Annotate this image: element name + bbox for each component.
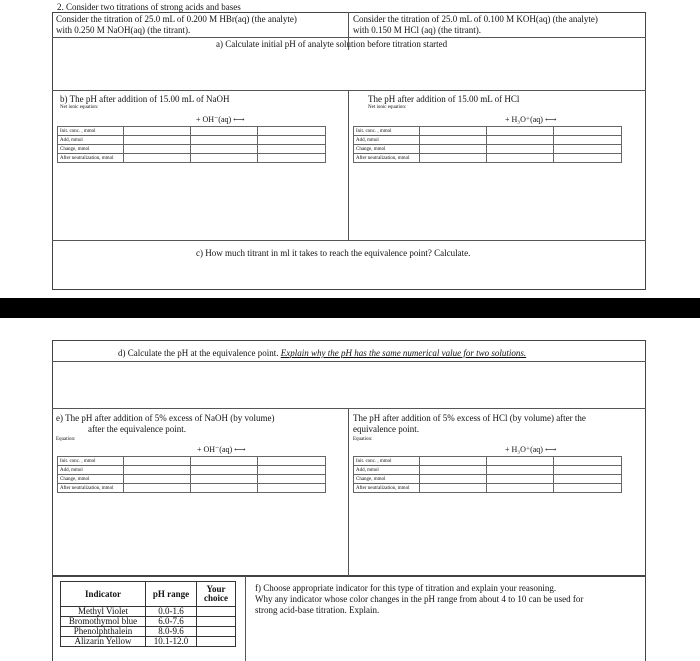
indicator-range: 6.0-7.6 xyxy=(146,617,197,627)
part-b-right-prompt: The pH after addition of 15.00 mL of HCl xyxy=(368,94,520,104)
left-scenario-line1: Consider the titration of 25.0 mL of 0.200 M HBr(aq) (the analyte) xyxy=(56,14,297,24)
part-e-left-line1: e) The pH after addition of 5% excess of NaOH (by volume) xyxy=(56,413,275,423)
reaction-left: + OH⁻(aq) ⟷ xyxy=(196,115,245,124)
right-scenario-line2: with 0.150 M HCl (aq) (the titrant). xyxy=(353,25,481,35)
header-your-choice: Your choice xyxy=(197,582,236,607)
indicator-range: 0.0-1.6 xyxy=(146,607,197,617)
part-c-prompt: c) How much titrant in ml it takes to reach the equivalence point? Calculate. xyxy=(196,248,471,258)
indicator-choice-cell[interactable] xyxy=(197,637,236,647)
ice-table-right xyxy=(353,126,622,163)
header-indicator: Indicator xyxy=(61,582,146,607)
row-label: Add, mmol xyxy=(354,136,420,145)
part-f-line1: f) Choose appropriate indicator for this type of titration and explain your reasoning. xyxy=(255,583,557,593)
row-label: Init. conc. , mmol xyxy=(354,127,420,136)
part-e-right-line2: equivalence point. xyxy=(353,424,419,434)
question-title: 2. Consider two titrations of strong acids and bases xyxy=(57,2,241,12)
row-label: After neutralization, mmol xyxy=(58,484,124,493)
ice-table-right-2 xyxy=(353,456,622,493)
part-f-line3: strong acid-base titration. Explain. xyxy=(255,605,380,615)
indicator-range: 8.0-9.6 xyxy=(146,627,197,637)
net-ionic-label-right: Net ionic equation: xyxy=(368,105,407,110)
part-e-right-line1: The pH after addition of 5% excess of HCl (by volume) after the xyxy=(353,413,586,423)
ice-table-left xyxy=(57,126,326,163)
row-label: Init. conc. , mmol xyxy=(58,127,124,136)
part-e-left-line2: after the equivalence point. xyxy=(88,424,186,434)
equation-label-left: Equation: xyxy=(56,437,76,442)
indicator-name: Alizarin Yellow xyxy=(61,637,146,647)
part-d-plain: d) Calculate the pH at the equivalence point. xyxy=(118,348,281,358)
part-f-line2: Why any indicator whose color changes in the pH range from about 4 to 10 can be used for xyxy=(255,594,584,604)
reaction-right-2: + H₃O⁺(aq) ⟷ xyxy=(505,445,557,454)
row-label: Add, mmol xyxy=(58,466,124,475)
indicator-name: Bromothymol blue xyxy=(61,617,146,627)
indicator-choice-cell[interactable] xyxy=(197,617,236,627)
row-label: Change, mmol xyxy=(58,145,124,154)
part-d-italic: Explain why the pH has the same numerical value for two solutions. xyxy=(280,348,527,358)
equation-label-right: Equation: xyxy=(353,437,373,442)
indicator-range: 10.1-12.0 xyxy=(146,637,197,647)
row-label: Add, mmol xyxy=(354,466,420,475)
part-a-prompt: a) Calculate initial pH of analyte solution before titration started xyxy=(216,39,448,49)
reaction-left-2: + OH⁻(aq) ⟷ xyxy=(197,445,246,454)
net-ionic-label-left: Net ionic equation: xyxy=(60,105,99,110)
ice-table-left-2 xyxy=(57,456,326,493)
right-scenario-line1: Consider the titration of 25.0 mL of 0.100 M KOH(aq) (the analyte) xyxy=(353,14,598,24)
header-ph-range: pH range xyxy=(146,582,197,607)
row-label: Init. conc. , mmol xyxy=(58,457,124,466)
row-label: Change, mmol xyxy=(58,475,124,484)
row-label: Init. conc. , mmol xyxy=(354,457,420,466)
worksheet-page-2 xyxy=(0,318,700,661)
row-label: After neutralization, mmol xyxy=(354,154,420,163)
indicator-name: Methyl Violet xyxy=(61,607,146,617)
part-b-left-prompt: b) The pH after addition of 15.00 mL of NaOH xyxy=(60,94,230,104)
indicator-choice-cell[interactable] xyxy=(197,627,236,637)
row-label: Change, mmol xyxy=(354,145,420,154)
row-label: After neutralization, mmol xyxy=(354,484,420,493)
part-d-prompt xyxy=(118,349,526,358)
row-label: Add, mmol xyxy=(58,136,124,145)
indicator-table xyxy=(60,581,236,647)
reaction-right: + H₃O⁺(aq) ⟷ xyxy=(505,115,557,124)
worksheet-page-1 xyxy=(0,0,700,298)
row-label: After neutralization, mmol xyxy=(58,154,124,163)
left-scenario-line2: with 0.250 M NaOH(aq) (the titrant). xyxy=(56,25,191,35)
indicator-choice-cell[interactable] xyxy=(197,607,236,617)
row-label: Change, mmol xyxy=(354,475,420,484)
indicator-name: Phenolphthalein xyxy=(61,627,146,637)
